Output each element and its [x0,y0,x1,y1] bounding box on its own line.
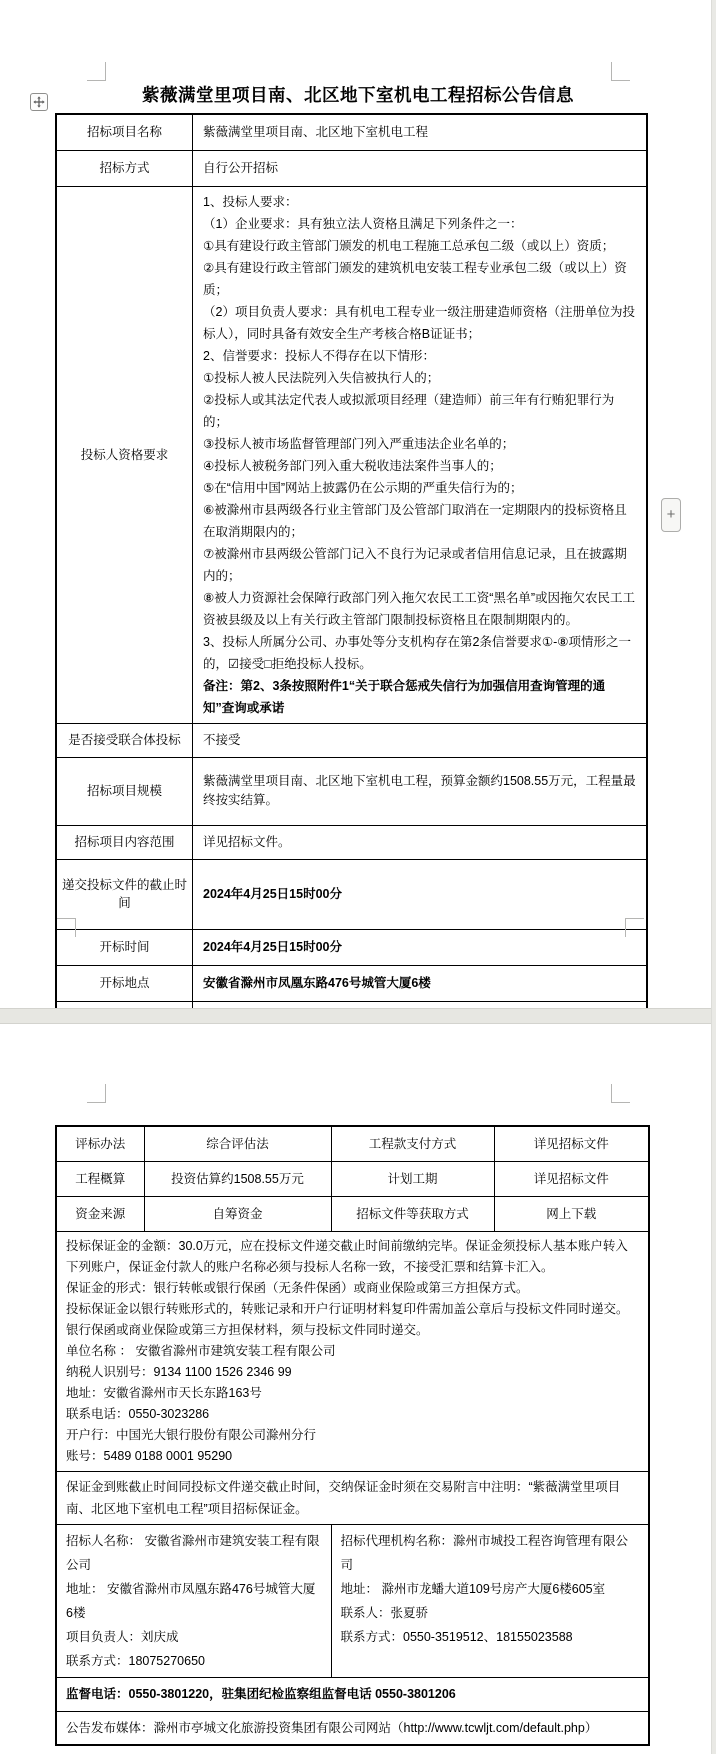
page-separator [0,1008,716,1024]
deposit-paragraph: 单位名称 ： 安徽省滁州市建筑安装工程有限公司 [66,1343,336,1358]
cell-label: 工程概算 [56,1161,144,1196]
cell-label: 招标文件等获取方式 [331,1196,494,1231]
cell-label: 工程款支付方式 [331,1126,494,1161]
agency-line: 联系人：张夏骄 [340,1605,429,1620]
table-row [56,114,647,150]
bidder-line: 项目负责人：刘庆成 [66,1629,179,1644]
cell-value: 自筹资金 [144,1196,331,1231]
bidder-contact [56,1524,331,1677]
table-row [56,859,647,929]
agency-contact [331,1524,649,1677]
table-row [56,150,647,186]
row-label: 招标项目内容范围 [56,825,193,859]
qualification-requirements [193,186,648,723]
table-row [56,1161,649,1196]
qualification-paragraph: ⑦被滁州市县两级公管部门记入不良行为记录或者信用信息记录，且在披露期内的； [203,546,627,583]
row-value: 2024年4月25日15时00分 [193,859,648,929]
scrollbar-track[interactable] [711,0,716,1754]
row-label: 投标人资格要求 [56,186,193,723]
margin-crop-mark [87,62,106,81]
row-label: 招标方式 [56,150,193,186]
deposit-paragraph: 地址：安徽省滁州市天长东路163号 [66,1385,262,1400]
row-value: 详见招标文件。 [193,825,648,859]
table-row [56,965,647,1001]
qualification-paragraph: ⑧被人力资源社会保障行政部门列入拖欠农民工工资“黑名单”或因拖欠农民工工资被县级及以上有关行政主管部门限制投标资格且在限制期限内的。 [203,590,636,627]
cell-value: 详见招标文件 [494,1161,649,1196]
tender-info-table [55,113,648,1070]
deposit-paragraph: 投标保证金的金额：30.0万元，应在投标文件递交截止时间前缴纳完毕。保证金须投标人基本账户转入下列账户，保证金付款人的账户名称必须与投标人名称一致，不接受汇票和结算卡汇入。 [66,1238,628,1274]
deposit-paragraph: 开户行：中国光大银行股份有限公司滁州分行 [66,1427,317,1442]
qualification-paragraph: ②投标人或其法定代表人或拟派项目经理（建造师）前三年有行贿犯罪行为的； [203,392,615,429]
row-value: 不接受 [193,723,648,757]
row-label: 开标时间 [56,929,193,965]
row-value: 自行公开招标 [193,150,648,186]
qualification-paragraph: 3、投标人所属分公司、办事处等分支机构存在第2条信誉要求①-⑧项情形之一的，☑接受□拒绝投标人投标。 [203,634,631,671]
table-row [56,1677,649,1711]
qualification-list [203,191,636,675]
supervision-phones: 监督电话：0550-3801220，驻集团纪检监察组监督电话 0550-3801206 [56,1677,649,1711]
margin-crop-mark [611,62,630,81]
table-row [56,1524,649,1677]
deposit-note: 保证金到账截止时间同投标文件递交截止时间，交纳保证金时须在交易附言中注明：“紫薇满堂里项目南、北区地下室机电工程”项目招标保证金。 [66,1479,621,1516]
qualification-paragraph: 2、信誉要求：投标人不得存在以下情形： [203,348,435,363]
qualification-paragraph: （1）企业要求：具有独立法人资格且满足下列条件之一： [203,216,523,231]
cell-value: 综合评估法 [144,1126,331,1161]
deposit-paragraph: 银行保函或商业保险或第三方担保材料，须与投标文件同时递交。 [66,1322,429,1337]
table-row [56,186,647,723]
qualification-paragraph: 1、投标人要求： [203,194,298,209]
cell-label: 评标办法 [56,1126,144,1161]
row-label: 招标项目规模 [56,757,193,825]
qualification-note: 备注：第2、3条按照附件1“关于联合惩戒失信行为加强信用查询管理的通知”查询或承诺 [203,678,606,715]
table-row [56,1231,649,1471]
qualification-paragraph: ⑥被滁州市县两级各行业主管部门及公管部门取消在一定期限内的投标资格且在取消期限内的； [203,502,627,539]
agency-line: 地址： 滁州市龙蟠大道109号房产大厦6楼605室 [340,1581,606,1596]
qualification-paragraph: ②具有建设行政主管部门颁发的建筑机电安装工程专业承包二级（或以上）资质； [203,260,627,297]
tender-detail-table [55,1125,650,1746]
table-row [56,825,647,859]
agency-line: 联系方式：0550-3519512、18155023588 [340,1629,573,1644]
document-title: 紫薇满堂里项目南、北区地下室机电工程招标公告信息 [142,85,574,105]
row-label: 招标项目名称 [56,114,193,150]
deposit-paragraph: 账号：5489 0188 0001 95290 [66,1448,233,1463]
table-row [56,929,647,965]
margin-crop-mark [87,1084,106,1103]
row-value: 紫薇满堂里项目南、北区地下室机电工程，预算金额约1508.55万元，工程量最终按实结算。 [193,757,648,825]
row-value: 紫薇满堂里项目南、北区地下室机电工程 [193,114,648,150]
page-2 [0,1024,716,1754]
table-move-handle[interactable] [30,93,48,111]
cell-value: 网上下载 [494,1196,649,1231]
row-value: 2024年4月25日15时00分 [193,929,648,965]
deposit-paragraph: 投标保证金以银行转账形式的，转账记录和开户行证明材料复印件需加盖公章后与投标文件同时递交。 [66,1301,629,1316]
row-value: 安徽省滁州市凤凰东路476号城管大厦6楼 [193,965,648,1001]
qualification-paragraph: ⑤在“信用中国”网站上披露仍在公示期的严重失信行为的； [203,480,523,495]
row-label: 开标地点 [56,965,193,1001]
qualification-paragraph: ①具有建设行政主管部门颁发的机电工程施工总承包二级（或以上）资质； [203,238,615,253]
move-arrows-icon [33,96,45,108]
table-row [56,723,647,757]
table-row [56,1471,649,1524]
cell-value: 投资估算约1508.55万元 [144,1161,331,1196]
qualification-paragraph: ①投标人被人民法院列入失信被执行人的； [203,370,440,385]
row-label: 是否接受联合体投标 [56,723,193,757]
row-label: 递交投标文件的截止时间 [56,859,193,929]
qualification-paragraph: ③投标人被市场监督管理部门列入严重违法企业名单的； [203,436,515,451]
qualification-paragraph: （2）项目负责人要求：具有机电工程专业一级注册建造师资格（注册单位为投标人），同时具备有效安全生产考核合格B证证书； [203,304,635,341]
bidder-line: 招标人名称： 安徽省滁州市建筑安装工程有限公司 [66,1533,320,1572]
cell-label: 资金来源 [56,1196,144,1231]
cell-value: 详见招标文件 [494,1126,649,1161]
margin-crop-mark [611,1084,630,1103]
table-row [56,1711,649,1745]
agency-line: 招标代理机构名称：滁州市城投工程咨询管理有限公司 [340,1533,629,1572]
cell-label: 计划工期 [331,1161,494,1196]
deposit-paragraph: 联系电话：0550-3023286 [66,1406,210,1421]
announcement-media: 公告发布媒体：滁州市亭城文化旅游投资集团有限公司网站（http://www.tcwljt.com/default.php） [56,1711,649,1745]
deposit-paragraph: 纳税人识别号：9134 1100 1526 2346 99 [66,1364,292,1379]
qualification-paragraph: ④投标人被税务部门列入重大税收违法案件当事人的； [203,458,502,473]
plus-button[interactable]: + [661,498,681,532]
deposit-info [56,1231,649,1471]
deposit-note-cell [56,1471,649,1524]
bidder-line: 地址： 安徽省滁州市凤凰东路476号城管大厦6楼 [66,1581,316,1620]
deposit-paragraph: 保证金的形式：银行转帐或银行保函（无条件保函）或商业保险或第三方担保方式。 [66,1280,529,1295]
table-row [56,1196,649,1231]
bidder-line: 联系方式：18075270650 [66,1653,205,1668]
table-row [56,757,647,825]
table-row [56,1126,649,1161]
